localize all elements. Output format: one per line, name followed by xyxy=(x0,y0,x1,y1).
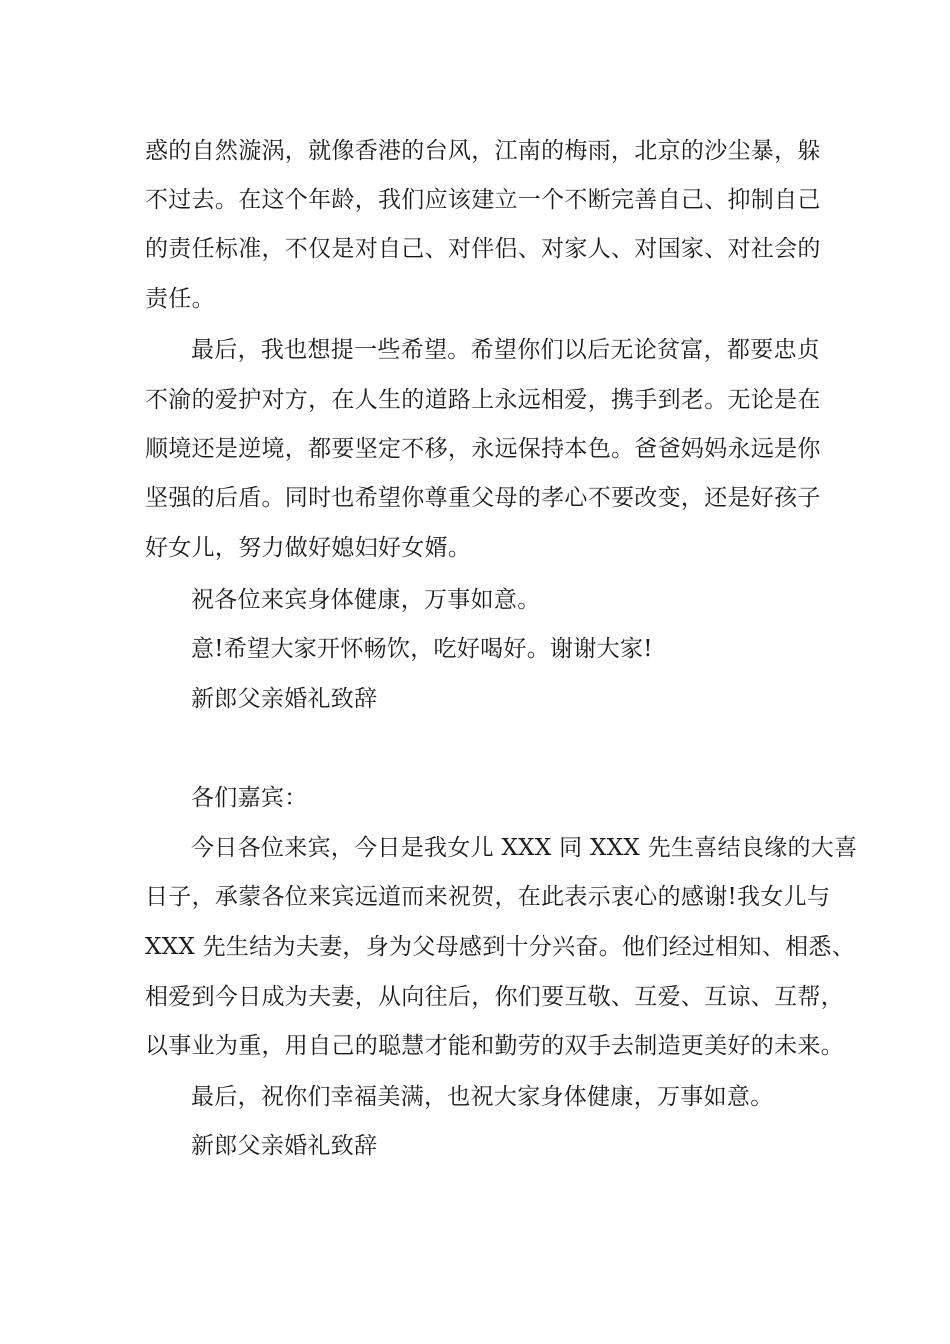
text-line: 顺境还是逆境，都要坚定不移，永远保持本色。爸爸妈妈永远是你 xyxy=(145,436,821,462)
salutation: 各们嘉宾： xyxy=(191,785,308,811)
text-line: 不过去。在这个年龄，我们应该建立一个不断完善自己、抑制自己 xyxy=(145,187,821,213)
text-line: 的责任标准，不仅是对自己、对伴侣、对家人、对国家、对社会的 xyxy=(145,236,821,262)
blessing-line: 祝各位来宾身体健康，万事如意。 xyxy=(191,587,541,613)
blessing-line: 最后，祝你们幸福美满，也祝大家身体健康，万事如意。 xyxy=(191,1084,774,1110)
text-line: 不渝的爱护对方，在人生的道路上永远相爱，携手到老。无论是在 xyxy=(145,387,821,413)
section-title: 新郎父亲婚礼致辞 xyxy=(191,686,378,712)
text-line: 责任。 xyxy=(145,286,215,312)
text-line: 惑的自然漩涡，就像香港的台风，江南的梅雨，北京的沙尘暴，躲 xyxy=(145,138,821,164)
text-line: XXX 先生结为夫妻，身为父母感到十分兴奋。他们经过相知、相悉、 xyxy=(145,934,856,960)
paragraph-first-line: 最后，我也想提一些希望。希望你们以后无论贫富，都要忠贞 xyxy=(191,337,821,363)
text-line: 相爱到今日成为夫妻，从向往后，你们要互敬、互爱、互谅、互帮， xyxy=(145,984,844,1010)
text-line: 坚强的后盾。同时也希望你尊重父母的孝心不要改变，还是好孩子 xyxy=(145,485,821,511)
section-title: 新郎父亲婚礼致辞 xyxy=(191,1133,378,1159)
text-line: 以事业为重，用自己的聪慧才能和勤劳的双手去制造更美好的未来。 xyxy=(145,1033,844,1059)
text-line: 好女儿，努力做好媳妇好女婿。 xyxy=(145,535,472,561)
closing-line: 意!希望大家开怀畅饮，吃好喝好。谢谢大家! xyxy=(191,636,653,662)
paragraph-first-line: 今日各位来宾，今日是我女儿 XXX 同 XXX 先生喜结良缘的大喜 xyxy=(191,835,858,861)
text-line: 日子，承蒙各位来宾远道而来祝贺，在此表示衷心的感谢!我女儿与 xyxy=(145,884,831,910)
